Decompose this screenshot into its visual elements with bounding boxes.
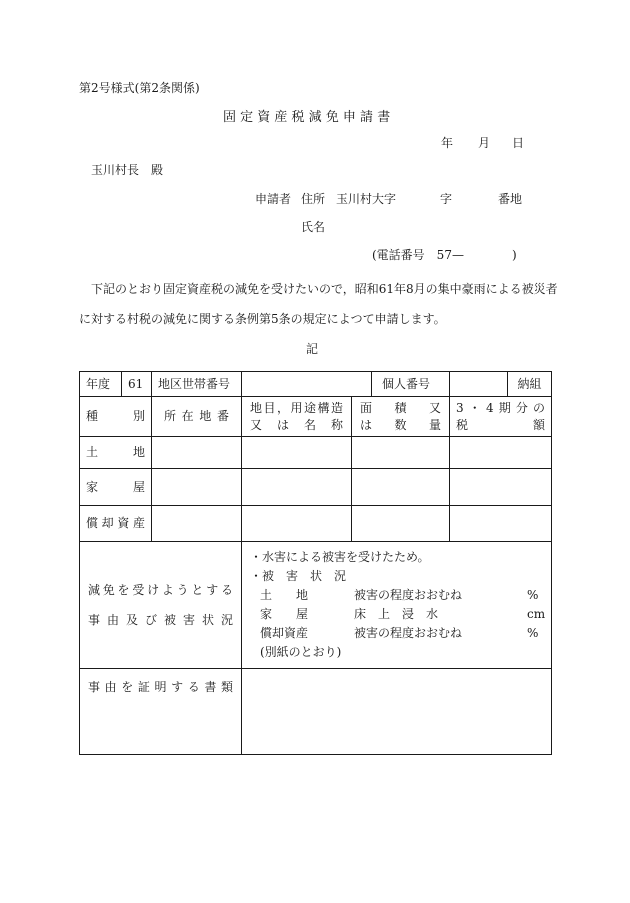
- house-location-cell[interactable]: [152, 469, 242, 506]
- table-row-reason: [80, 542, 552, 669]
- reason-depr-unit: %: [527, 626, 539, 640]
- row-label-house: 家 屋: [80, 469, 152, 506]
- reason-depr-label: 償却資産: [260, 626, 309, 640]
- land-tax-cell[interactable]: [450, 437, 552, 469]
- household-value-cell[interactable]: [242, 372, 372, 397]
- address-value: 玉川村大字: [336, 192, 397, 206]
- proof-label-cell: [80, 669, 242, 755]
- reason-note-row: [250, 643, 543, 662]
- address-banchi: 番地: [498, 192, 523, 206]
- depr-landuse-cell[interactable]: [242, 506, 352, 542]
- header-type: 種 別: [80, 397, 152, 437]
- house-area-cell[interactable]: [352, 469, 450, 506]
- form-title: 固 定 資 産 税 減 免 申 請 書: [223, 110, 391, 125]
- reason-depr-desc: 被害の程度おおむね: [354, 626, 463, 640]
- addressee: 玉川村長 殿: [91, 163, 164, 177]
- header-area-line2: は 数 量: [360, 417, 442, 432]
- reason-house-label: 家 屋: [260, 607, 309, 621]
- year-value-cell: 61: [122, 372, 152, 397]
- table-row-header-info: [80, 372, 552, 397]
- household-label-cell: 地区世帯番号: [152, 372, 242, 397]
- reason-house-desc: 床 上 浸 水: [354, 607, 439, 621]
- form-number: 第2号様式(第2条関係): [79, 81, 200, 95]
- header-landuse-line1: 地目，用途構造: [250, 401, 343, 416]
- date-year: 年: [441, 136, 454, 150]
- reason-land-unit: %: [527, 588, 539, 602]
- body-line-1: 下記のとおり固定資産税の減免を受けたいので，昭和61年8月の集中豪雨による被災者: [91, 282, 558, 296]
- reason-land-label: 土 地: [260, 588, 309, 602]
- table-row: [80, 437, 552, 469]
- name-label: 氏名: [301, 220, 326, 234]
- row-label-land: 土 地: [80, 437, 152, 469]
- reason-land-desc: 被害の程度おおむね: [354, 588, 463, 602]
- house-landuse-cell[interactable]: [242, 469, 352, 506]
- header-location: 所 在 地 番: [152, 397, 242, 437]
- reason-label-cell: [80, 542, 242, 669]
- address-aza: 字: [440, 192, 453, 206]
- application-table: [79, 371, 552, 755]
- personal-label-cell: 個人番号: [372, 372, 450, 397]
- proof-content-cell[interactable]: [242, 669, 552, 755]
- table-row: [80, 469, 552, 506]
- ki-label: 記: [306, 342, 319, 356]
- group-label: 納組: [517, 376, 542, 391]
- depr-location-cell[interactable]: [152, 506, 242, 542]
- header-landuse: [242, 397, 352, 437]
- header-tax-line2: 税 額: [456, 417, 546, 432]
- year-label-cell: 年度: [80, 372, 122, 397]
- house-tax-cell[interactable]: [450, 469, 552, 506]
- reason-label-line2: 事由及び被害状況: [88, 613, 233, 627]
- date-day: 日: [512, 136, 525, 150]
- proof-label: 事由を証明する書類: [88, 680, 233, 694]
- reason-line-1: ・水害による被害を受けたため。: [250, 550, 430, 564]
- land-landuse-cell[interactable]: [242, 437, 352, 469]
- reason-house-row: [250, 605, 546, 624]
- reason-line-2: ・被 害 状 況: [250, 569, 347, 583]
- personal-value-cell[interactable]: [450, 372, 508, 397]
- header-area-line1: 面 積 又: [360, 401, 442, 416]
- reason-label-line1: 減免を受けようとする: [88, 582, 233, 597]
- body-line-2: に対する村税の減免に関する条例第5条の規定によつて申請します。: [79, 312, 446, 326]
- header-tax: [450, 397, 552, 437]
- address-label: 住所: [301, 192, 326, 206]
- table-row-proof: [80, 669, 552, 755]
- header-tax-line1: 3・4期分の: [456, 401, 546, 416]
- depr-tax-cell[interactable]: [450, 506, 552, 542]
- header-landuse-line2: 又 は 名 称: [250, 417, 343, 432]
- reason-house-unit: cm: [527, 607, 546, 621]
- date-month: 月: [478, 136, 491, 150]
- reason-note: (別紙のとおり): [260, 645, 342, 659]
- reason-content-cell: [242, 542, 552, 669]
- applicant-label: 申請者: [255, 192, 292, 206]
- phone-number: (電話番号 57— ): [372, 248, 517, 262]
- depr-area-cell[interactable]: [352, 506, 450, 542]
- table-row-column-header: [80, 397, 552, 437]
- reason-depr-row: [250, 624, 543, 643]
- land-area-cell[interactable]: [352, 437, 450, 469]
- group-cell: [508, 372, 552, 397]
- land-location-cell[interactable]: [152, 437, 242, 469]
- row-label-depreciable: 償却資産: [80, 506, 152, 542]
- reason-land-row: [250, 586, 543, 605]
- table-row: [80, 506, 552, 542]
- header-area: [352, 397, 450, 437]
